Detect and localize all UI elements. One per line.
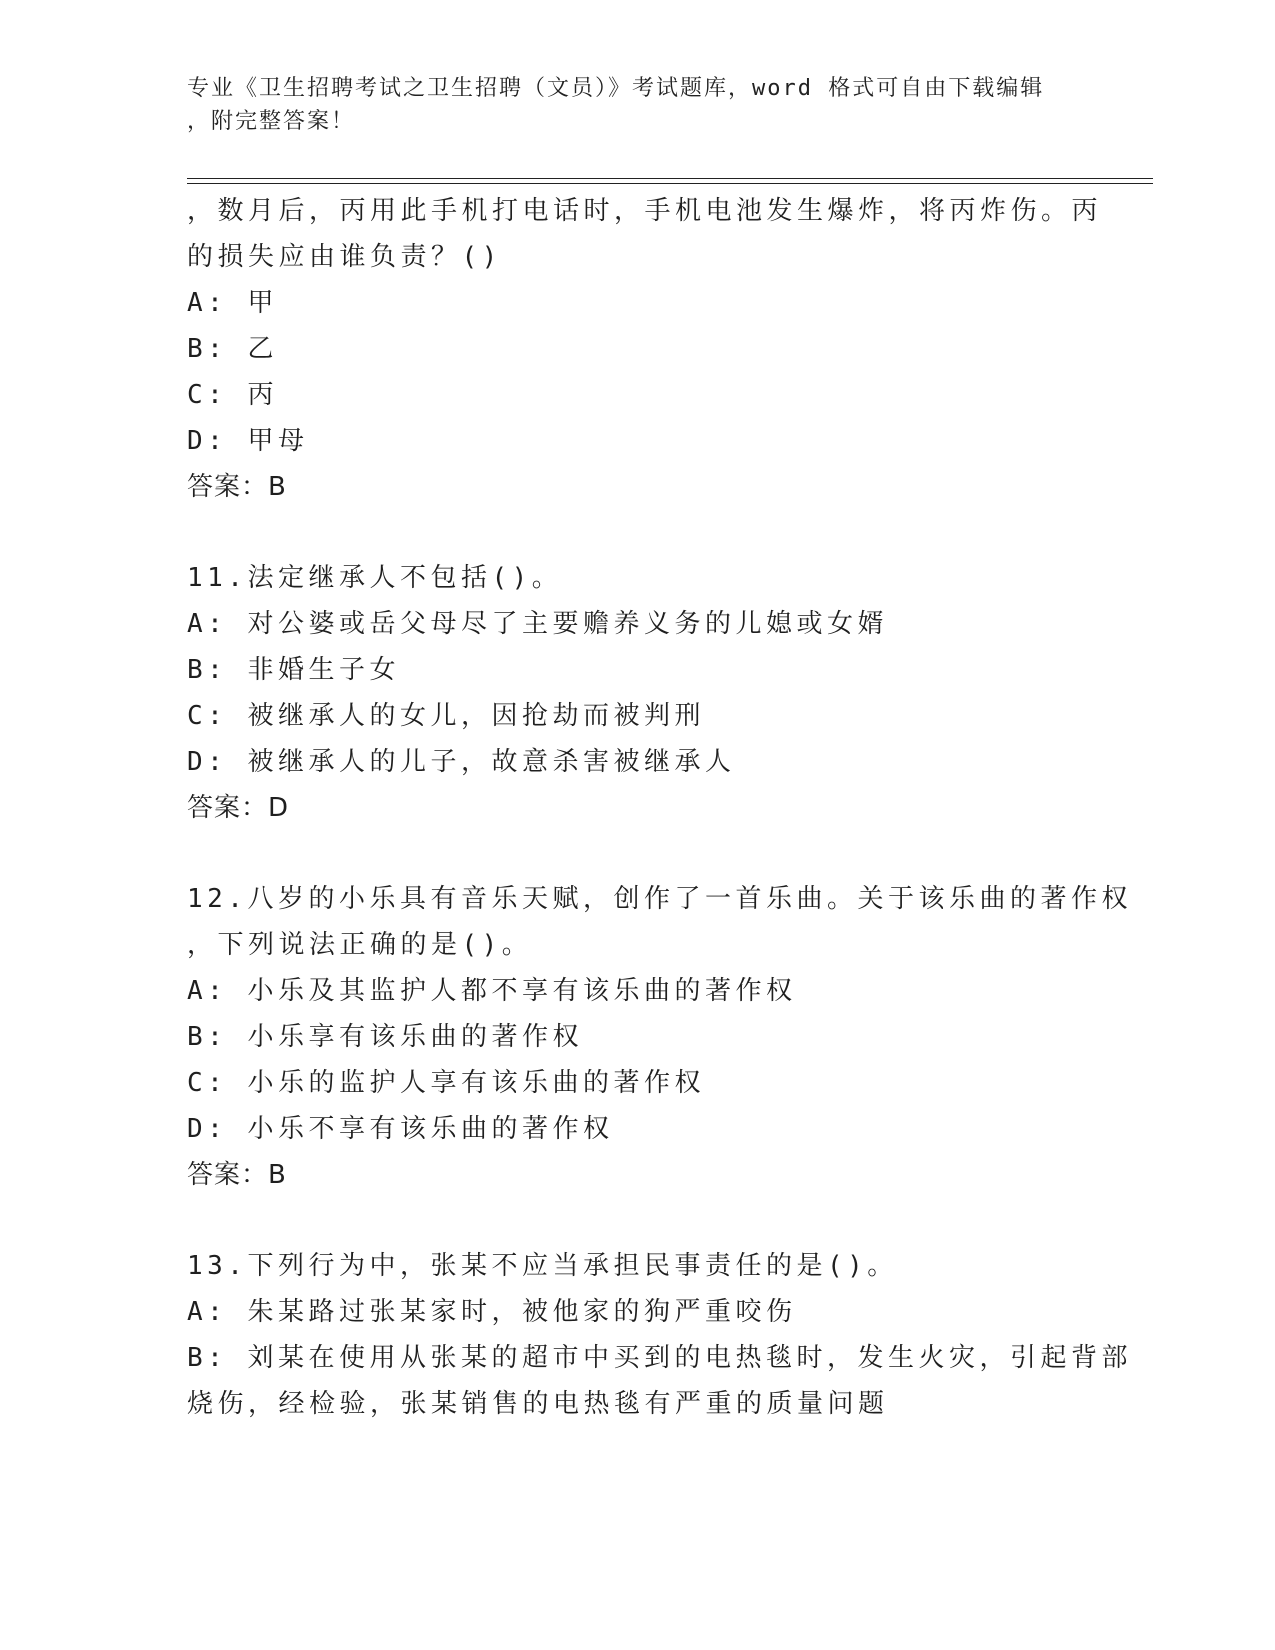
option-d: D: 小乐不享有该乐曲的著作权	[187, 1114, 614, 1144]
answer: 答案：B	[187, 1160, 287, 1190]
header-line: ，附完整答案！	[187, 109, 356, 134]
question-list	[187, 188, 1132, 1427]
question-stem: ，数月后，丙用此手机打电话时，手机电池发生爆炸，将丙炸伤。丙	[187, 196, 1103, 226]
page-header	[187, 72, 1067, 138]
option-a: A: 甲	[187, 288, 278, 318]
option-c: C: 丙	[187, 380, 278, 410]
option-c: C: 被继承人的女儿，因抢劫而被判刑	[187, 701, 705, 731]
header-line: 专业《卫生招聘考试之卫生招聘（文员）》考试题库，word 格式可自由下载编辑	[187, 76, 1045, 101]
option-a: A: 对公婆或岳父母尽了主要赡养义务的儿媳或女婿	[187, 609, 888, 639]
spacer	[187, 510, 1087, 555]
header-divider	[187, 178, 1153, 184]
question-stem: 12.八岁的小乐具有音乐天赋，创作了一首乐曲。关于该乐曲的著作权	[187, 884, 1132, 914]
answer: 答案：D	[187, 793, 290, 823]
option-b: B: 小乐享有该乐曲的著作权	[187, 1022, 583, 1052]
option-a: A: 朱某路过张某家时，被他家的狗严重咬伤	[187, 1297, 797, 1327]
question-12	[187, 876, 1132, 1198]
question-stem: 13.下列行为中，张某不应当承担民事责任的是()。	[187, 1251, 898, 1281]
option-b: B: 非婚生子女	[187, 655, 400, 685]
option-d: D: 被继承人的儿子，故意杀害被继承人	[187, 747, 736, 777]
question-stem: ，下列说法正确的是()。	[187, 930, 533, 960]
option-a: A: 小乐及其监护人都不享有该乐曲的著作权	[187, 976, 797, 1006]
question-13	[187, 1243, 1132, 1427]
option-b: B: 刘某在使用从张某的超市中买到的电热毯时，发生火灾，引起背部	[187, 1343, 1132, 1373]
option-d: D: 甲母	[187, 426, 309, 456]
spacer	[187, 831, 1087, 876]
option-b-continued: 烧伤，经检验，张某销售的电热毯有严重的质量问题	[187, 1389, 889, 1419]
spacer	[187, 1198, 1087, 1243]
question-stem: 的损失应由谁负责？()	[187, 242, 502, 272]
question-continued	[187, 188, 1103, 510]
option-b: B: 乙	[187, 334, 278, 364]
question-11	[187, 555, 1087, 831]
option-c: C: 小乐的监护人享有该乐曲的著作权	[187, 1068, 705, 1098]
answer: 答案：B	[187, 472, 287, 502]
question-stem: 11.法定继承人不包括()。	[187, 563, 563, 593]
